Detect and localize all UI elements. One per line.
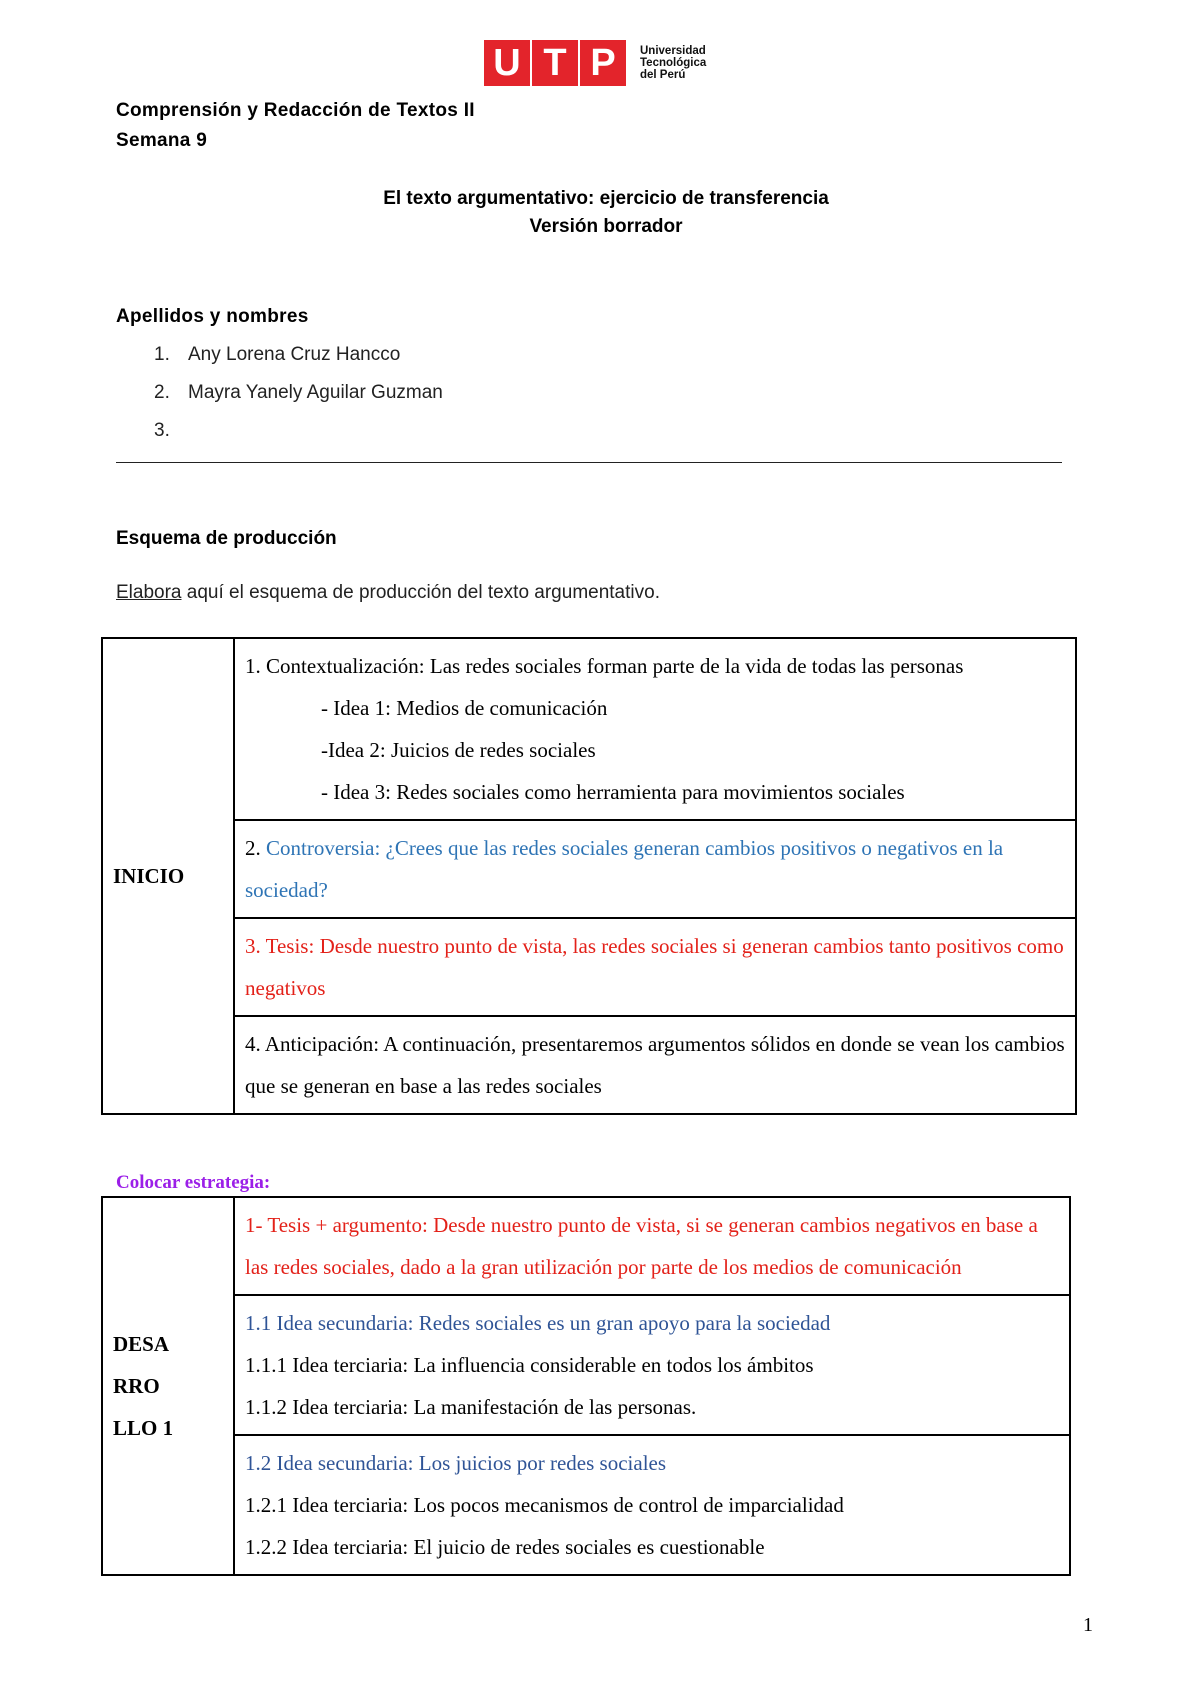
secondary-idea-cell [234, 1435, 1070, 1575]
context-cell [234, 638, 1076, 820]
tertiary-idea: 1.1.2 Idea terciaria: La manifestación de las personas. [245, 1395, 697, 1419]
controversy-cell: 2. Controversia: ¿Crees que las redes sociales generan cambios positivos o negativos en la sociedad? [234, 820, 1076, 918]
page-number: 1 [1083, 1614, 1093, 1636]
strategy-label: Colocar estrategia: [116, 1172, 271, 1193]
logo-letter-p: P [580, 40, 626, 86]
version-label: Versión borrador [529, 216, 683, 237]
utp-logo [484, 40, 706, 86]
inicio-table [101, 637, 1077, 1115]
logo-letter-u: U [484, 40, 530, 86]
names-label: Apellidos y nombres [116, 306, 309, 327]
tertiary-idea: 1.2.2 Idea terciaria: El juicio de redes sociales es cuestionable [245, 1535, 765, 1559]
divider-line [116, 462, 1062, 463]
secondary-idea-cell [234, 1295, 1070, 1435]
secondary-idea: 1.1 Idea secundaria: Redes sociales es un gran apoyo para la sociedad [245, 1311, 831, 1335]
course-title: Comprensión y Redacción de Textos II [116, 100, 475, 121]
context-text: 1. Contextualización: Las redes sociales forman parte de la vida de todas las personas [245, 654, 964, 678]
controversy-text: Controversia: ¿Crees que las redes sociales generan cambios positivos o negativos en la sociedad? [245, 836, 1004, 902]
idea-item: -Idea 2: Juicios de redes sociales [321, 738, 596, 762]
desarrollo-table [101, 1196, 1071, 1576]
name-list-item: 2. Mayra Yanely Aguilar Guzman [154, 382, 443, 403]
tertiary-idea: 1.2.1 Idea terciaria: Los pocos mecanismos de control de imparcialidad [245, 1493, 844, 1517]
anticipation-cell: 4. Anticipación: A continuación, presentaremos argumentos sólidos en donde se vean los cambios que se generan en base a las redes sociales [234, 1016, 1076, 1114]
thesis-cell: 3. Tesis: Desde nuestro punto de vista, las redes sociales si generan cambios tanto positivos como negativos [234, 918, 1076, 1016]
idea-item: - Idea 3: Redes sociales como herramienta para movimientos sociales [321, 780, 905, 804]
secondary-idea: 1.2 Idea secundaria: Los juicios por redes sociales [245, 1451, 667, 1475]
document-title: El texto argumentativo: ejercicio de transferencia [383, 188, 829, 209]
name-list-item: 3. [154, 420, 170, 441]
inicio-label: INICIO [102, 638, 234, 1114]
section-title: Esquema de producción [116, 528, 337, 549]
logo-letter-t: T [532, 40, 578, 86]
desarrollo-label: DESA RRO LLO 1 [102, 1197, 234, 1575]
week-label: Semana 9 [116, 130, 208, 151]
logo-university-name: Universidad Tecnológica del Perú [640, 45, 707, 81]
tertiary-idea: 1.1.1 Idea terciaria: La influencia considerable en todos los ámbitos [245, 1353, 814, 1377]
instruction-text: Elabora aquí el esquema de producción del texto argumentativo. [116, 582, 660, 603]
name-list-item: 1. Any Lorena Cruz Hancco [154, 344, 401, 365]
idea-item: - Idea 1: Medios de comunicación [321, 696, 608, 720]
thesis-argument-cell: 1- Tesis + argumento: Desde nuestro punto de vista, si se generan cambios negativos en base a las redes sociales, dado a la gran utilización por parte de los medios de comunicación [234, 1197, 1070, 1295]
